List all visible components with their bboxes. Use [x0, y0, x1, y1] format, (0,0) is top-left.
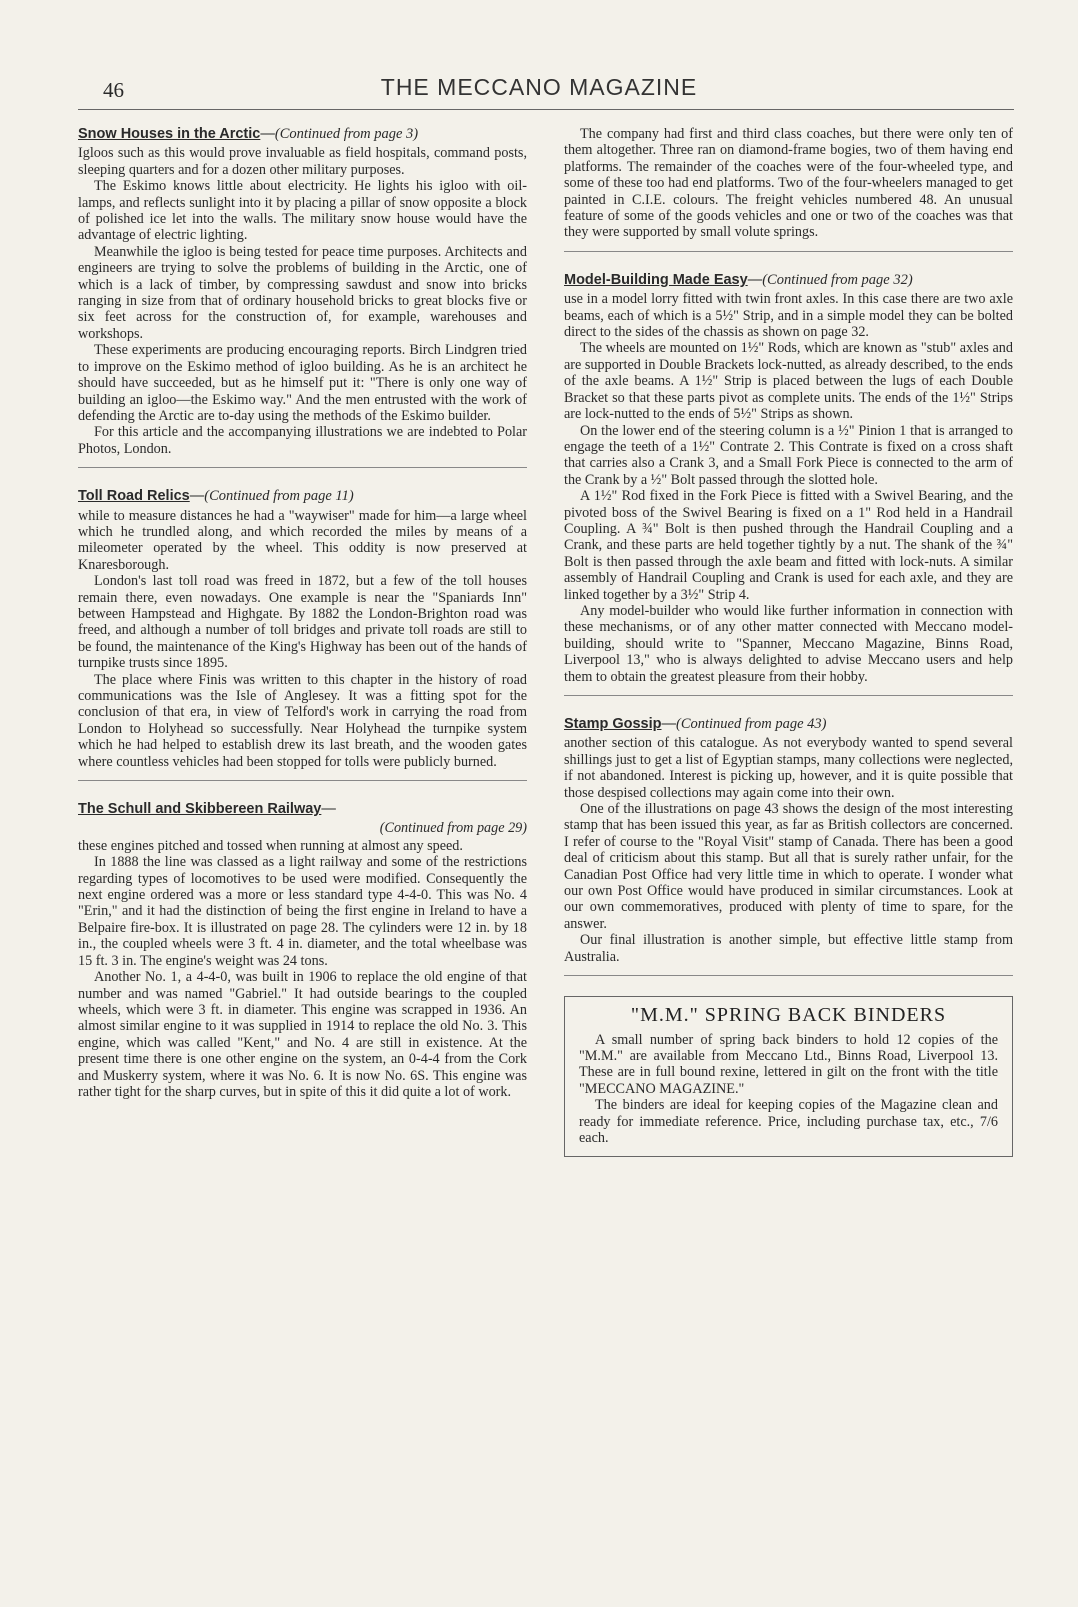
paragraph: One of the illustrations on page 43 shows the design of the most interesting stamp that has been issued this year, as far as British collectors are concerned. I refer of course to the "Royal Visit" stamp of Canada. There has been a good deal of criticism about this stamp. But all that is surely rather unfair, for the Canadian Post Office had very little time in which to operate. I wonder what our own Post Office would have produced in similar circumstances. Look at our own commemoratives, produced with plenty of time to spare, for the answer. [564, 801, 1013, 932]
heading-dash: — [747, 271, 763, 288]
paragraph: while to measure distances he had a "waywiser" made for him—a large wheel which he trundled along, and which recorded the miles by means of a mileometer operated by the wheel. This oddity is now preserved at Knaresborough. [78, 507, 527, 573]
section-divider [564, 975, 1013, 976]
paragraph: Meanwhile the igloo is being tested for peace time purposes. Architects and engineers are trying to solve the problems of building in the Arctic, one of which is a lack of timber, by compressing sawdust and snow into bricks ranging in size from that of ordinary household bricks to great blocks five or six feet across for the construction of, for example, warehouses and workshops. [78, 243, 527, 342]
paragraph: Igloos such as this would prove invaluable as field hospitals, command posts, sleeping quarters and for a dozen other military purposes. [78, 145, 527, 178]
binders-advert-box [564, 996, 1013, 1157]
paragraph: The wheels are mounted on 1½" Rods, which are known as "stub" axles and are supported in Double Brackets lock-nutted, as already described, to the ends of the axle beams. A 1½" Strip is placed between the lugs of each Double Bracket so that these parts pivot as complete units. The ends of the 1½" Strips are lock-nutted to the ends of 5½" Strips as shown. [564, 340, 1013, 423]
article-toll-road [78, 488, 527, 770]
section-divider [78, 780, 527, 781]
paragraph: The place where Finis was written to this chapter in the history of road communications was the Isle of Anglesey. It was a fitting spot for the conclusion of that era, in view of Telford's work in carrying the road from London to Holyhead so successfully. Near Holyhead the turnpike system which he had helped to establish drew its last breath, and the wooden gates where countless vehicles had been stopped for tolls were publicly burned. [78, 671, 527, 770]
continued-note: (Continued from page 43) [676, 716, 827, 732]
paragraph: These experiments are producing encouraging reports. Birch Lindgren tried to improve on the Eskimo method of igloo building. As he is an architect he should have succeeded, but as he himself put it: "There is only one way of building an igloo—the Eskimo way." And the men entrusted with the work of defending the Arctic are to-day using the methods of the Eskimo builder. [78, 342, 527, 424]
paragraph: Another No. 1, a 4-4-0, was built in 1906 to replace the old engine of that number and was named "Gabriel." It had outside bearings to the coupled wheels, which were 3 ft. in diameter. This engine was scrapped in 1936. An almost similar engine to it was supplied in 1914 to replace the old No. 3. This engine, which was called "Kent," and No. 4 are still in existence. At the present time there is one other engine on the system, an 0-4-4 from the Cork and Muskerry system, where it was No. 6. It is now No. 6S. This engine was rather tight for the sharp curves, but in spite of this it did quite a lot of work. [78, 969, 527, 1100]
left-column [78, 126, 527, 1110]
magazine-title: THE MECCANO MAGAZINE [380, 74, 698, 100]
article-model-building [564, 272, 1013, 685]
paragraph: The binders are ideal for keeping copies of the Magazine clean and ready for immediate reference. Price, including purchase tax, etc., 7/6 each. [579, 1097, 998, 1146]
paragraph: another section of this catalogue. As not everybody wanted to spend several shillings just to get a list of Egyptian stamps, many collections were neglected, if not abandoned. Interest is picking up, however, and it is quite possible that those despised collections may again come into their own. [564, 735, 1013, 801]
article-title: Stamp Gossip [564, 716, 662, 732]
header-rule [78, 109, 1014, 110]
heading-dash: — [260, 126, 275, 142]
paragraph: London's last toll road was freed in 1872, but a few of the toll houses remain there, even nowadays. One example is near the "Spaniards Inn" between Hampstead and Highgate. By 1882 the London-Brighton road was freed, and although a number of toll bridges and private toll roads are still to be found, the maintenance of the King's Highway has been out of the hands of turnpike trusts since 1895. [78, 573, 527, 672]
advert-title: "M.M." SPRING BACK BINDERS [630, 1004, 947, 1027]
continued-note: (Continued from page 32) [762, 271, 913, 288]
continued-note: (Continued from page 3) [274, 126, 419, 142]
continued-note: (Continued from page 29) [379, 820, 527, 837]
right-column [564, 126, 1013, 1157]
article-heading [78, 126, 527, 142]
section-divider [564, 251, 1013, 252]
paragraph: use in a model lorry fitted with twin front axles. In this case there are two axle beams, each of which is a 5½" Strip, and in a simple model they can be bolted direct to the sides of the chassis as shown on page 32. [564, 291, 1013, 341]
article-heading [564, 716, 1013, 732]
continued-note: (Continued from page 11) [204, 488, 354, 505]
article-heading [78, 488, 527, 504]
article-title: Model-Building Made Easy [564, 271, 748, 288]
article-title: The Schull and Skibbereen Railway [78, 801, 322, 818]
paragraph: In 1888 the line was classed as a light railway and some of the restrictions regarding types of locomotives to be used were modified. Consequently the next engine ordered was a more or less standard type 4-4-0. This was No. 4 "Erin," and it had the distinction of being the first engine in Ireland to have a Belpaire fire-box. It is illustrated on page 28. The cylinders were 12 in. by 18 in., the coupled wheels were 3 ft. 4 in. diameter, and the total wheelbase was 15 ft. 3 in. The engine's weight was 24 tons. [78, 854, 527, 969]
section-divider [78, 467, 527, 468]
paragraph: Our final illustration is another simple, but effective little stamp from Australia. [564, 932, 1013, 965]
heading-dash: — [189, 488, 205, 505]
article-heading [78, 801, 527, 817]
article-railway-continued [564, 126, 1013, 241]
paragraph: The Eskimo knows little about electricity. He lights his igloo with oil-lamps, and reflects sunlight into it by placing a pillar of snow opposite a block of polished ice let into the walls. The military snow house would have the advantage of electric lighting. [78, 178, 527, 244]
paragraph: Any model-builder who would like further information in connection with these mechanisms, or of any other matter connected with Meccano model-building, should write to "Spanner, Meccano Magazine, Binns Road, Liverpool 13," who is always delighted to advise Meccano users and help them to obtain the greatest pleasure from their hobby. [564, 602, 1013, 685]
paragraph: On the lower end of the steering column is a ½" Pinion 1 that is arranged to engage the teeth of a 1½" Contrate 2. This Contrate is fixed on a cross shaft that carries also a Crank 3, and a Small Fork Piece is connected to the arm of the Crank by a ½" Bolt passed through the slotted hole. [564, 422, 1013, 488]
paragraph: A small number of spring back binders to hold 12 copies of the "M.M." are available from Meccano Ltd., Binns Road, Liverpool 13. These are in full bound rexine, lettered in gilt on the front with the title "MECCANO MAGAZINE." [579, 1031, 998, 1097]
article-stamp-gossip [564, 716, 1013, 965]
article-heading [564, 272, 1013, 288]
heading-dash: — [661, 716, 676, 732]
article-snow-houses [78, 126, 527, 457]
heading-dash: — [321, 801, 336, 818]
section-divider [564, 695, 1013, 696]
paragraph: The company had first and third class coaches, but there were only ten of them altogether. Three ran on diamond-frame bogies, two of them having end platforms. The remainder of the coaches were of the four-wheeled type, and some of these too had end platforms. Two of the four-wheelers managed to get painted in C.I.E. colours. The freight vehicles numbered 48. An unusual feature of some of the goods vehicles and one or two of the coaches was that they were supported by small volute springs. [564, 126, 1013, 241]
paragraph: For this article and the accompanying illustrations we are indebted to Polar Photos, London. [78, 424, 527, 457]
page-number: 46 [103, 78, 124, 102]
article-schull-railway [78, 801, 527, 1100]
paragraph: A 1½" Rod fixed in the Fork Piece is fitted with a Swivel Bearing, and the pivoted boss of the Swivel Bearing is fixed on a 1" Rod held in a Handrail Coupling. A ¾" Bolt is then pushed through the Handrail Coupling and a Crank, and these parts are held together tightly by a nut. The shank of the ¾" Bolt is then passed through the axle beam and fitted with lock-nuts. A similar assembly of Handrail Coupling and Crank is used for each axle, and they are linked together by a 3½" Strip 4. [564, 488, 1013, 603]
article-title: Snow Houses in the Arctic [78, 126, 261, 142]
paragraph: these engines pitched and tossed when running at almost any speed. [78, 837, 463, 854]
article-title: Toll Road Relics [78, 488, 190, 505]
